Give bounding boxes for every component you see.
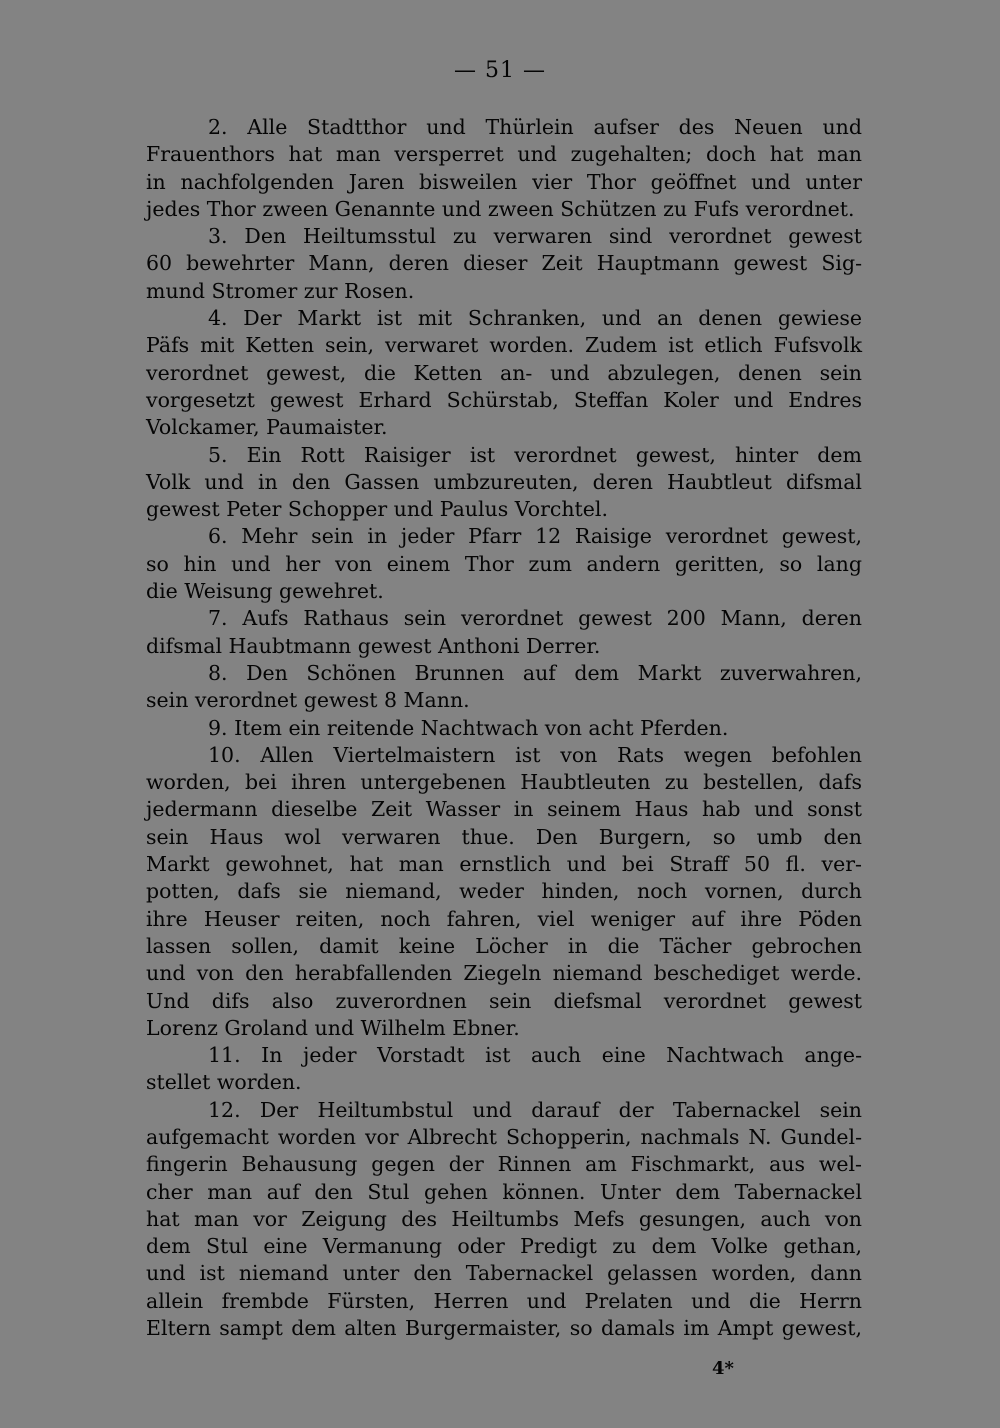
text-line: und ist niemand unter den Tabernackel gelassen worden, dann bbox=[146, 1261, 862, 1286]
text-line: 11. In jeder Vorstadt ist auch eine Nachtwach ange- bbox=[208, 1043, 862, 1068]
page-number: — 51 — bbox=[454, 58, 546, 83]
text-line: allein frembde Fürsten, Herren und Prelaten und die Herrn bbox=[146, 1288, 862, 1313]
text-line: potten, dafs sie niemand, weder hinden, noch vornen, durch bbox=[146, 879, 862, 904]
text-line: lassen sollen, damit keine Löcher in die Tächer gebrochen bbox=[146, 933, 862, 958]
text-line: dem Stul eine Vermanung oder Predigt zu dem Volke gethan, bbox=[146, 1234, 862, 1259]
text-line: Volk und in den Gassen umbzureuten, deren Haubtleut difsmal bbox=[146, 469, 862, 494]
text-line: ihre Heuser reiten, noch fahren, viel weniger auf ihre Pöden bbox=[146, 906, 862, 931]
text-line: aufgemacht worden vor Albrecht Schopperin, nachmals N. Gundel- bbox=[146, 1124, 862, 1149]
text-line: 12. Der Heiltumbstul und darauf der Tabernackel sein bbox=[208, 1097, 862, 1122]
text-line: Volckamer, Paumaister. bbox=[146, 415, 388, 440]
text-line: fingerin Behausung gegen der Rinnen am Fischmarkt, aus wel- bbox=[146, 1152, 862, 1177]
text-line: Frauenthors hat man versperret und zugehalten; doch hat man bbox=[146, 142, 862, 167]
text-line: 10. Allen Viertelmaistern ist von Rats wegen befohlen bbox=[208, 742, 862, 767]
text-line: Lorenz Groland und Wilhelm Ebner. bbox=[146, 1015, 520, 1040]
text-line: und von den herabfallenden Ziegeln niemand beschediget werde. bbox=[146, 961, 862, 986]
text-line: stellet worden. bbox=[146, 1070, 302, 1095]
text-line: cher man auf den Stul gehen können. Unter dem Tabernackel bbox=[146, 1179, 862, 1204]
text-line: in nachfolgenden Jaren bisweilen vier Thor geöffnet und unter bbox=[146, 169, 862, 194]
text-line: jedermann dieselbe Zeit Wasser in seinem Haus hab und sonst bbox=[146, 797, 862, 822]
text-line: Eltern sampt dem alten Burgermaister, so damals im Ampt gewest, bbox=[146, 1316, 862, 1341]
text-line: gewest Peter Schopper und Paulus Vorchtel. bbox=[146, 497, 608, 522]
text-line: worden, bei ihren untergebenen Haubtleuten zu bestellen, dafs bbox=[146, 770, 862, 795]
text-line: jedes Thor zween Genannte und zween Schützen zu Fufs verordnet. bbox=[146, 196, 855, 221]
text-line: 9. Item ein reitende Nachtwach von acht Pferden. bbox=[208, 715, 729, 740]
text-line: hat man vor Zeigung des Heiltumbs Mefs gesungen, auch von bbox=[146, 1206, 862, 1231]
text-line: so hin und her von einem Thor zum andern geritten, so lang bbox=[146, 551, 862, 576]
text-line: vorgesetzt gewest Erhard Schürstab, Steffan Koler und Endres bbox=[146, 387, 862, 412]
text-line: 8. Den Schönen Brunnen auf dem Markt zuverwahren, bbox=[208, 660, 862, 685]
text-line: 3. Den Heiltumsstul zu verwaren sind verordnet gewest bbox=[208, 224, 862, 249]
text-line: die Weisung gewehret. bbox=[146, 579, 384, 604]
text-line: Markt gewohnet, hat man ernstlich und bei Straff 50 fl. ver- bbox=[146, 852, 862, 877]
text-line: sein verordnet gewest 8 Mann. bbox=[146, 688, 470, 713]
text-line: 4. Der Markt ist mit Schranken, und an denen gewiese bbox=[208, 306, 862, 331]
body-text bbox=[146, 114, 862, 1342]
text-line: mund Stromer zur Rosen. bbox=[146, 278, 415, 303]
text-line: difsmal Haubtmann gewest Anthoni Derrer. bbox=[146, 633, 601, 658]
text-line: 2. Alle Stadtthor und Thürlein aufser des Neuen und bbox=[208, 115, 862, 139]
text-line: Päfs mit Ketten sein, verwaret worden. Zudem ist etlich Fufsvolk bbox=[146, 333, 862, 358]
text-line: 6. Mehr sein in jeder Pfarr 12 Raisige verordnet gewest, bbox=[208, 524, 862, 549]
text-line: 60 bewehrter Mann, deren dieser Zeit Hauptmann gewest Sig- bbox=[146, 251, 862, 276]
text-line: 7. Aufs Rathaus sein verordnet gewest 200 Mann, deren bbox=[208, 606, 862, 631]
text-line: verordnet gewest, die Ketten an- und abzulegen, denen sein bbox=[146, 360, 862, 385]
signature-mark: 4* bbox=[712, 1358, 734, 1379]
text-line: Und difs also zuverordnen sein diefsmal verordnet gewest bbox=[146, 988, 862, 1013]
text-line: sein Haus wol verwaren thue. Den Burgern, so umb den bbox=[146, 824, 862, 849]
text-line: 5. Ein Rott Raisiger ist verordnet gewest, hinter dem bbox=[208, 442, 862, 467]
